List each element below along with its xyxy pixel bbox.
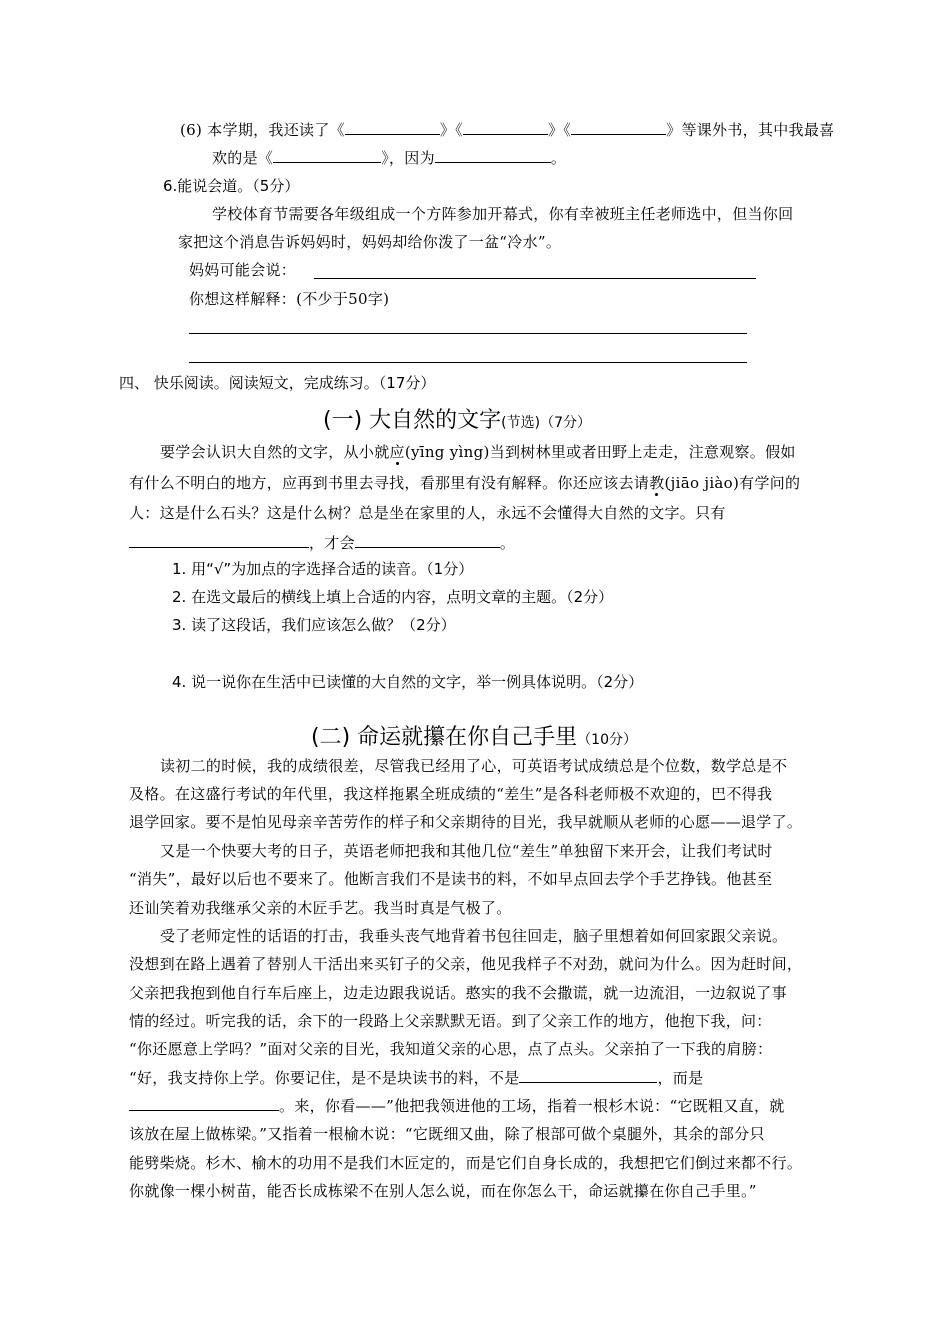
passage-1-line4: ，才会 。 (129, 532, 515, 554)
reading-question-6-line1: (6) 本学期，我还读了《 》《 》《 》等课外书，其中我最喜 (180, 121, 835, 139)
theme-blank-1[interactable] (129, 532, 309, 548)
book-blank-1[interactable] (345, 119, 440, 135)
passage-2-line: 情的经过。听完我的话，余下的一段路上父亲默默无语。到了父亲工作的地方，他抱下我，问： (129, 1012, 772, 1030)
passage-2-line: 没想到在路上遇着了替别人干活出来买钉子的父亲，他见我样子不对劲，就问为什么。因为赶时间， (129, 955, 803, 973)
dotted-char-jiao: 教 (649, 474, 665, 492)
passage-1-line3: 人：这是什么石头？这是什么树？总是坐在家里的人，永远不会懂得大自然的文字。只有 (129, 504, 726, 522)
theme-blank-2[interactable] (355, 532, 500, 548)
passage-1-question-2: 2. 在选文最后的横线上填上合适的内容，点明文章的主题。（2分） (172, 588, 614, 606)
passage-2-line: 及格。在这盛行考试的年代里，我这样拖累全班成绩的“差生”是各科老师极不欢迎的，巴不得我 (129, 785, 773, 803)
favorite-book-blank[interactable] (273, 147, 381, 163)
passage-1-line1: 要学会认识大自然的文字，从小就应(yīng yìng)当到树林里或者田野上走走，注意观察。假如 (160, 443, 796, 461)
passage-2-line: 该放在屋上做栋梁。”又指着一根榆木说：“它既细又曲，除了根部可做个桌腿外，其余的部分只 (129, 1125, 765, 1143)
passage-2-line: “你还愿意上学吗？”面对父亲的目光，我知道父亲的心思，点了点头。父亲拍了一下我的肩膀： (129, 1040, 773, 1058)
destiny-blank-2[interactable] (129, 1095, 279, 1111)
mom-says-label: 妈妈可能会说： (189, 261, 297, 279)
passage-2-line: 能劈柴烧。杉木、榆木的功用不是我们木匠定的，而是它们自身长成的，我想把它们倒过来都不行。 (129, 1154, 803, 1172)
book-blank-2[interactable] (463, 119, 548, 135)
passage-2-line-13: 。来，你看——”他把我领进他的工场，指着一根杉木说：“它既粗又直，就 (129, 1095, 785, 1117)
passage-1-line2: 有什么不明白的地方，应再到书里去寻找，看那里有没有解释。你还应该去请教(jiāo jiào)有学问的 (129, 474, 801, 492)
explain-answer-line-1[interactable] (189, 333, 747, 334)
passage-2-line: 读初二的时候，我的成绩很差，尽管我已经用了心，可英语考试成绩总是个位数，数学总是不 (160, 757, 788, 775)
passage-2-title: (二) 命运就攥在你自己手里（10分） (311, 725, 637, 750)
passage-2-line: 又是一个快要大考的日子，英语老师把我和其他几位“差生”单独留下来开会，让我们考试时 (160, 842, 773, 860)
passage-2-line: 还讪笑着劝我继承父亲的木匠手艺。我当时真是气极了。 (129, 899, 512, 917)
passage-1-title: (一) 大自然的文字(节选)（7分） (323, 408, 592, 433)
destiny-blank-1[interactable] (519, 1067, 657, 1083)
mom-says-answer-line[interactable] (314, 278, 756, 279)
passage-2-line: 父亲把我抱到他自行车后座上，边走边跟我说话。憨实的我不会撒谎，就一边流泪，一边叙说了事 (129, 984, 787, 1002)
section-6-heading: 6.能说会道。（5分） (163, 177, 300, 195)
section-6-prompt-line1: 学校体育节需要各年级组成一个方阵参加开幕式，你有幸被班主任老师选中，但当你回 (212, 205, 794, 223)
reading-question-6-line2: 欢的是《 》，因为 。 (212, 149, 567, 167)
passage-2-line: 你就像一棵小树苗，能否长成栋梁不在别人怎么说，而在你怎么干，命运就攥在你自己手里。” (129, 1182, 757, 1200)
passage-1-question-4: 4. 说一说你在生活中已读懂的大自然的文字，举一例具体说明。（2分） (172, 673, 644, 691)
passage-1-question-1: 1. 用“√”为加点的字选择合适的读音。（1分） (172, 560, 474, 578)
section-4-heading: 四、 快乐阅读。阅读短文，完成练习。（17分） (119, 374, 436, 392)
reason-blank[interactable] (435, 147, 551, 163)
passage-2-line: “消失”，最好以后也不要来了。他断言我们不是读书的料，不如早点回去学个手艺挣钱。他甚至 (129, 870, 773, 888)
explain-answer-line-2[interactable] (189, 362, 747, 363)
passage-1-question-3: 3. 读了这段话，我们应该怎么做？（2分） (172, 616, 456, 634)
passage-2-line: 退学回家。要不是怕见母亲辛苦劳作的样子和父亲期待的目光，我早就顺从老师的心愿——退学了。 (129, 813, 803, 831)
you-explain-label: 你想这样解释：(不少于50字) (189, 290, 390, 308)
book-blank-3[interactable] (571, 119, 666, 135)
dotted-char-ying: 应 (389, 443, 405, 461)
section-6-prompt-line2: 家把这个消息告诉妈妈时，妈妈却给你泼了一盆“冷水”。 (178, 233, 562, 251)
passage-2-line-12: “好，我支持你上学。你要记住，是不是块读书的料，不是 ，而是 (129, 1069, 704, 1087)
passage-2-line: 受了老师定性的话语的打击，我垂头丧气地背着书包往回走，脑子里想着如何回家跟父亲说。 (160, 927, 788, 945)
